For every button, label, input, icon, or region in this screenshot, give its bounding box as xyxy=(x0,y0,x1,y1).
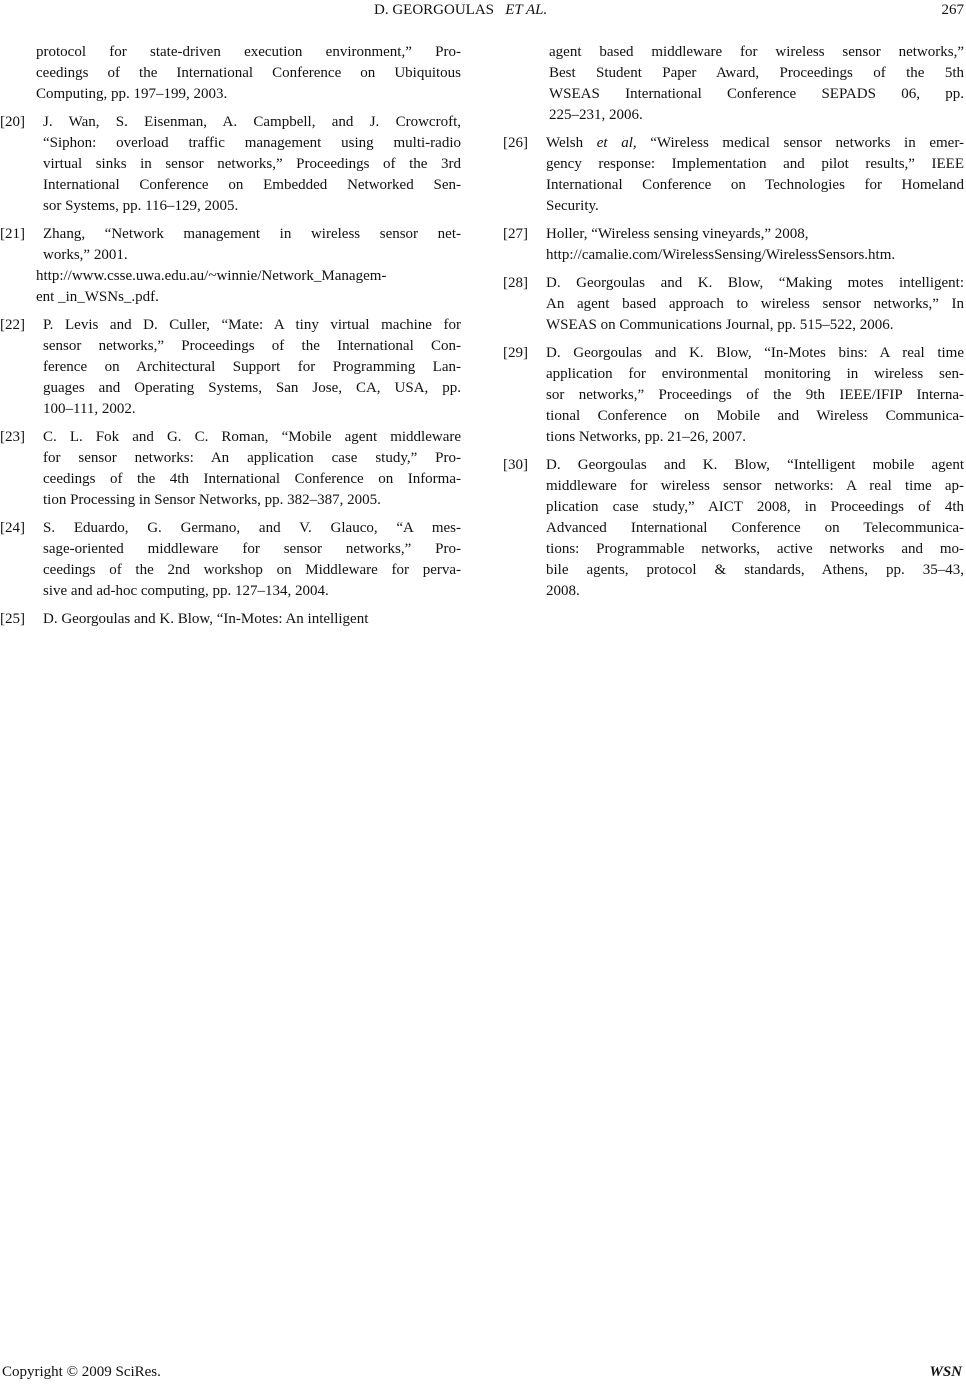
reference-text xyxy=(546,455,964,602)
reference-line: virtual sinks in sensor networks,” Proceedings of the 3rd xyxy=(43,156,461,172)
reference-number: [20] xyxy=(0,114,25,130)
reference-text xyxy=(43,518,461,602)
reference-text xyxy=(546,224,964,266)
reference-number: [30] xyxy=(503,457,528,473)
reference-text xyxy=(43,315,461,420)
reference-line: Advanced International Conference on Telecommunica- xyxy=(546,520,964,536)
reference-text xyxy=(36,42,461,105)
page-number: 267 xyxy=(941,2,964,18)
reference-line: bile agents, protocol & standards, Athens, pp. 35–43, xyxy=(546,562,964,578)
reference-line: 100–111, 2002. xyxy=(43,401,136,417)
reference-line: ceedings of the 4th International Conference on Informa- xyxy=(43,471,461,487)
text-segment: Welsh xyxy=(546,135,597,151)
reference-number: [24] xyxy=(0,520,25,536)
copyright-notice: Copyright © 2009 SciRes. xyxy=(2,1364,161,1380)
reference-text xyxy=(546,133,964,217)
reference-line: Zhang, “Network management in wireless sensor net- xyxy=(43,226,461,242)
reference-number: [25] xyxy=(0,611,25,627)
reference-entry xyxy=(0,427,461,511)
reference-entry xyxy=(0,609,461,630)
reference-line: ent _in_WSNs_.pdf. xyxy=(36,289,159,305)
reference-entry xyxy=(503,133,964,217)
running-header xyxy=(374,2,547,19)
reference-line: middleware for wireless sensor networks: A real time ap- xyxy=(546,478,964,494)
reference-line: plication case study,” AICT 2008, in Proceedings of 4th xyxy=(546,499,964,515)
reference-line: sage-oriented middleware for sensor networks,” Pro- xyxy=(43,541,461,557)
reference-line: International Conference on Embedded Networked Sen- xyxy=(43,177,461,193)
italic-text: et al xyxy=(596,135,633,151)
reference-line: sive and ad-hoc computing, pp. 127–134, 2004. xyxy=(43,583,329,599)
reference-line: ceedings of the International Conference on Ubiquitous xyxy=(36,65,461,81)
reference-entry xyxy=(0,112,461,217)
reference-line: P. Levis and D. Culler, “Mate: A tiny virtual machine for xyxy=(43,317,461,333)
reference-text xyxy=(43,427,461,511)
reference-number: [26] xyxy=(503,135,528,151)
reference-number: [27] xyxy=(503,226,528,242)
reference-number: [29] xyxy=(503,345,528,361)
reference-line xyxy=(546,133,964,154)
header-author: D. GEORGOULAS xyxy=(374,2,494,18)
references-right-column xyxy=(503,42,964,609)
reference-line: 2008. xyxy=(546,583,580,599)
reference-line: tion Processing in Sensor Networks, pp. 382–387, 2005. xyxy=(43,492,381,508)
reference-entry xyxy=(503,273,964,336)
reference-text xyxy=(36,224,461,308)
reference-line: application for environmental monitoring in wireless sen- xyxy=(546,366,964,382)
reference-line: sensor networks,” Proceedings of the International Con- xyxy=(43,338,461,354)
reference-line: D. Georgoulas and K. Blow, “Intelligent mobile agent xyxy=(546,457,964,473)
reference-continuation xyxy=(503,42,964,126)
reference-entry xyxy=(503,343,964,448)
reference-text xyxy=(546,273,964,336)
references-left-column xyxy=(0,42,461,637)
reference-line: ceedings of the 2nd workshop on Middleware for perva- xyxy=(43,562,461,578)
reference-entry xyxy=(0,315,461,420)
reference-line: protocol for state-driven execution environment,” Pro- xyxy=(36,44,461,60)
reference-line: D. Georgoulas and K. Blow, “Making motes intelligent: xyxy=(546,275,964,291)
reference-line: guages and Operating Systems, San Jose, CA, USA, pp. xyxy=(43,380,461,396)
reference-number: [23] xyxy=(0,429,25,445)
reference-line: D. Georgoulas and K. Blow, “In-Motes: An intelligent xyxy=(43,611,369,627)
reference-entry xyxy=(503,224,964,266)
reference-line: sor Systems, pp. 116–129, 2005. xyxy=(43,198,239,214)
reference-line: ference on Architectural Support for Programming Lan- xyxy=(43,359,461,375)
reference-line: http://camalie.com/WirelessSensing/WirelessSensors.htm. xyxy=(546,247,896,263)
reference-text xyxy=(43,112,461,217)
reference-line: D. Georgoulas and K. Blow, “In-Motes bins: A real time xyxy=(546,345,964,361)
reference-line: tional Conference on Mobile and Wireless Communica- xyxy=(546,408,964,424)
reference-line: “Siphon: overload traffic management using multi-radio xyxy=(43,135,461,151)
reference-entry xyxy=(503,455,964,602)
text-segment: , “Wireless medical sensor networks in emer- xyxy=(632,135,965,151)
reference-line: J. Wan, S. Eisenman, A. Campbell, and J. Crowcroft, xyxy=(43,114,461,130)
reference-entry xyxy=(0,518,461,602)
reference-line: WSEAS International Conference SEPADS 06, pp. xyxy=(549,86,964,102)
journal-abbreviation: WSN xyxy=(929,1364,962,1380)
reference-number: [21] xyxy=(0,226,25,242)
reference-line: Best Student Paper Award, Proceedings of the 5th xyxy=(549,65,964,81)
reference-line: tions: Programmable networks, active networks and mo- xyxy=(546,541,964,557)
header-etal: ET AL. xyxy=(505,2,548,18)
reference-line: International Conference on Technologies for Homeland xyxy=(546,177,964,193)
reference-number: [22] xyxy=(0,317,25,333)
reference-line: Security. xyxy=(546,198,599,214)
reference-line: tions Networks, pp. 21–26, 2007. xyxy=(546,429,746,445)
reference-line: gency response: Implementation and pilot results,” IEEE xyxy=(546,156,964,172)
reference-line: Computing, pp. 197–199, 2003. xyxy=(36,86,228,102)
reference-line: An agent based approach to wireless sensor networks,” In xyxy=(546,296,964,312)
reference-line: 225–231, 2006. xyxy=(549,107,643,123)
reference-line: C. L. Fok and G. C. Roman, “Mobile agent middleware xyxy=(43,429,461,445)
reference-number: [28] xyxy=(503,275,528,291)
reference-line: for sensor networks: An application case study,” Pro- xyxy=(43,450,461,466)
reference-continuation xyxy=(0,42,461,105)
reference-text xyxy=(549,42,964,126)
reference-line: Holler, “Wireless sensing vineyards,” 2008, xyxy=(546,226,809,242)
reference-text xyxy=(546,343,964,448)
reference-line: WSEAS on Communications Journal, pp. 515–522, 2006. xyxy=(546,317,894,333)
reference-line: S. Eduardo, G. Germano, and V. Glauco, “A mes- xyxy=(43,520,461,536)
reference-line: works,” 2001. xyxy=(43,247,128,263)
reference-line: http://www.csse.uwa.edu.au/~winnie/Network_Managem- xyxy=(36,268,387,284)
reference-text xyxy=(43,609,461,630)
reference-line: agent based middleware for wireless sensor networks,” xyxy=(549,44,964,60)
reference-line: sor networks,” Proceedings of the 9th IEEE/IFIP Interna- xyxy=(546,387,964,403)
reference-entry xyxy=(0,224,461,308)
